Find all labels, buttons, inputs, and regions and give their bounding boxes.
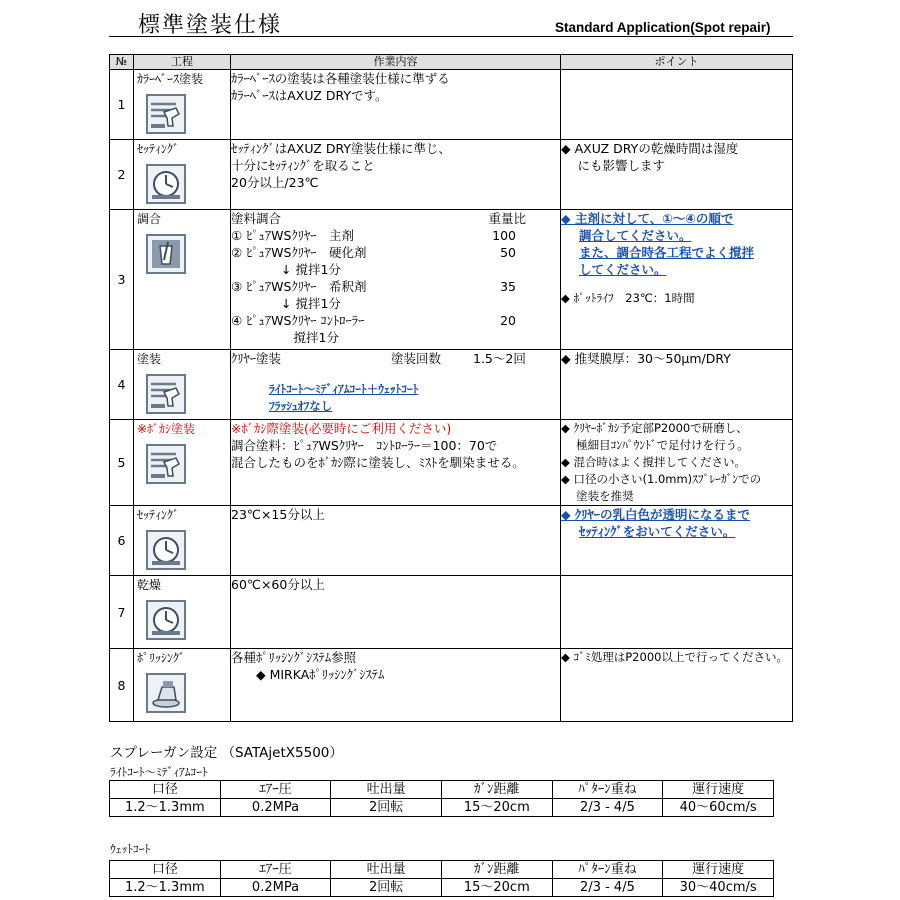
- spray-header-cell: 吐出量: [331, 781, 442, 799]
- spray-value-cell: 40～60cm/s: [663, 799, 774, 817]
- step-number: 5: [110, 420, 134, 506]
- mix-line: [231, 244, 560, 261]
- step-number: 1: [110, 70, 134, 140]
- spray-value-cell: 2/3 - 4/5: [552, 799, 663, 817]
- header-no: №: [110, 55, 134, 70]
- spray-value-cell: 2/3 - 4/5: [552, 879, 663, 897]
- spray-header-cell: 運行速度: [663, 861, 774, 879]
- polisher-icon: [134, 673, 230, 713]
- work-line: 23℃×15分以上: [231, 507, 325, 522]
- mix-line: [231, 312, 560, 329]
- work-cell: [231, 140, 561, 210]
- spray-value-cell: 2回転: [331, 799, 442, 817]
- work-cell: [231, 70, 561, 140]
- mix-line-label: ↓ 撹拌1分: [231, 296, 341, 311]
- spray-gun-icon: [134, 444, 230, 484]
- spray-header-cell: ｶﾞﾝ距離: [441, 861, 552, 879]
- spray-value-cell: 1.2～1.3mm: [110, 799, 221, 817]
- spray-value-cell: 15～20cm: [441, 879, 552, 897]
- spray-value-cell: 1.2～1.3mm: [110, 879, 221, 897]
- spray-value-cell: 30～40cm/s: [663, 879, 774, 897]
- point-highlight-line: してください。: [579, 262, 667, 277]
- point-cell: [561, 210, 793, 350]
- process-cell: [134, 420, 231, 506]
- process-row: [110, 140, 793, 210]
- point-cell: [561, 350, 793, 420]
- point-highlight-line: ◆ ｸﾘﾔｰの乳白色が透明になるまで: [561, 507, 750, 522]
- spray-value-cell: 2回転: [331, 879, 442, 897]
- point-cell: [561, 506, 793, 576]
- process-name: ｾｯﾃｨﾝｸﾞ: [137, 142, 180, 156]
- spray-table-2-label: ｳｪｯﾄｺｰﾄ: [110, 842, 151, 856]
- mix-line-label: 撹拌1分: [231, 330, 339, 345]
- work-line: 各種ﾎﾟﾘｯｼﾝｸﾞｼｽﾃﾑ参照: [231, 650, 357, 665]
- process-row: [110, 420, 793, 506]
- point-line: ◆ ｺﾞﾐ処理はP2000以上で行ってください。: [561, 650, 788, 664]
- spray-header-cell: 運行速度: [663, 781, 774, 799]
- spray-table-1-label: ﾗｲﾄｺｰﾄ～ﾐﾃﾞｨｱﾑｺｰﾄ: [110, 765, 208, 779]
- step-number: 8: [110, 649, 134, 722]
- mix-header-right: 重量比: [488, 211, 526, 226]
- spray-header-cell: ｴｱｰ圧: [220, 781, 331, 799]
- coat-count-line: [231, 350, 560, 367]
- process-cell: [134, 210, 231, 350]
- coat-count-label: 塗装回数: [391, 351, 442, 366]
- process-row: [110, 210, 793, 350]
- step-number: 2: [110, 140, 134, 210]
- spray-header-cell: ﾊﾟﾀｰﾝ重ね: [552, 781, 663, 799]
- spray-table-1: [109, 780, 774, 817]
- point-line: 極細目ｺﾝﾊﾟｳﾝﾄﾞで足付けを行う。: [561, 438, 749, 452]
- mixing-icon: [134, 234, 230, 274]
- mix-line-label: ↓ 撹拌1分: [231, 262, 341, 277]
- process-cell: [134, 350, 231, 420]
- step-number: 6: [110, 506, 134, 576]
- work-line: 20分以上/23℃: [231, 175, 319, 190]
- work-line: ｾｯﾃｨﾝｸﾞはAXUZ DRY塗装仕様に準じ、: [231, 141, 451, 156]
- work-cell: [231, 649, 561, 722]
- process-name: 乾燥: [137, 578, 162, 592]
- work-cell: [231, 420, 561, 506]
- mix-line-label: ③ ﾋﾟｭｱWSｸﾘﾔｰ 希釈剤: [231, 279, 367, 294]
- process-name: ※ﾎﾞｶｼ塗装: [137, 422, 196, 436]
- point-line: にも影響します: [561, 158, 665, 173]
- spray-value-cell: 0.2MPa: [220, 879, 331, 897]
- mix-line-ratio: 35: [500, 279, 516, 294]
- spray-header-cell: ｴｱｰ圧: [220, 861, 331, 879]
- process-table: [109, 54, 793, 722]
- spray-value-cell: 0.2MPa: [220, 799, 331, 817]
- mix-line: [231, 295, 560, 312]
- work-line: 混合したものをﾎﾞｶｼ際に塗装し、ﾐｽﾄを馴染ませる。: [231, 455, 525, 470]
- point-cell: [561, 649, 793, 722]
- process-row: [110, 70, 793, 140]
- point-cell: [561, 420, 793, 506]
- spray-gun-icon: [134, 94, 230, 134]
- process-name: 調合: [137, 212, 162, 226]
- work-cell: [231, 576, 561, 649]
- clock-icon: [134, 600, 230, 640]
- process-row: [110, 649, 793, 722]
- spray-value-cell: 15～20cm: [441, 799, 552, 817]
- process-name: ﾎﾟﾘｯｼﾝｸﾞ: [137, 651, 186, 665]
- mix-line-ratio: 20: [500, 313, 516, 328]
- spray-header-cell: 口径: [110, 781, 221, 799]
- mix-line-ratio: 50: [500, 245, 516, 260]
- process-row: [110, 576, 793, 649]
- step-number: 4: [110, 350, 134, 420]
- work-line: ◆ MIRKAﾎﾟﾘｯｼﾝｸﾞｼｽﾃﾑ: [231, 667, 385, 682]
- point-line: ◆ 口径の小さい(1.0mm)ｽﾌﾟﾚｰｶﾞﾝでの: [561, 472, 762, 486]
- spray-header-cell: ｶﾞﾝ距離: [441, 781, 552, 799]
- spray-settings-title: スプレーガン設定 （SATAjetX5500）: [110, 745, 343, 761]
- mix-line-ratio: 100: [492, 228, 516, 243]
- spray-table-2: [109, 860, 774, 897]
- process-cell: [134, 506, 231, 576]
- point-line: ◆ 混合時はよく撹拌してください。: [561, 455, 746, 469]
- clock-icon: [134, 530, 230, 570]
- process-row: [110, 506, 793, 576]
- clock-icon: [134, 164, 230, 204]
- mix-header: [231, 210, 560, 227]
- mix-line: [231, 227, 560, 244]
- step-number: 7: [110, 576, 134, 649]
- work-cell: [231, 210, 561, 350]
- bokashi-note: ※ﾎﾞｶｼ際塗装(必要時にご利用ください): [231, 421, 452, 436]
- mix-line: [231, 261, 560, 278]
- coat-label: ｸﾘﾔｰ塗装: [231, 351, 282, 366]
- work-line: 十分にｾｯﾃｨﾝｸﾞを取ること: [231, 158, 375, 173]
- spray-header-cell: 吐出量: [331, 861, 442, 879]
- work-line: 調合塗料：ﾋﾟｭｱWSｸﾘﾔｰ ｺﾝﾄﾛｰﾗｰ＝100：70で: [231, 438, 498, 453]
- spray-header-cell: ﾊﾟﾀｰﾝ重ね: [552, 861, 663, 879]
- coat-count-value: 1.5～2回: [473, 351, 526, 366]
- mix-line-label: ② ﾋﾟｭｱWSｸﾘﾔｰ 硬化剤: [231, 245, 367, 260]
- process-cell: [134, 70, 231, 140]
- spray-gun-icon: [134, 374, 230, 414]
- process-name: 塗装: [137, 352, 162, 366]
- spray-header-cell: 口径: [110, 861, 221, 879]
- process-name: ｶﾗｰﾍﾞｰｽ塗装: [137, 72, 204, 86]
- point-line: 塗装を推奨: [561, 489, 634, 503]
- mix-line-label: ④ ﾋﾟｭｱWSｸﾘﾔｰ ｺﾝﾄﾛｰﾗｰ: [231, 313, 365, 328]
- point-cell: [561, 140, 793, 210]
- mix-header-left: 塗料調合: [231, 211, 282, 226]
- header-process: 工程: [134, 55, 231, 70]
- point-highlight-line: ｾｯﾃｨﾝｸﾞをおいてください。: [579, 524, 736, 539]
- header-work: 作業内容: [231, 55, 561, 70]
- page-subtitle: Standard Application(Spot repair): [555, 20, 771, 35]
- mix-line-label: ① ﾋﾟｭｱWSｸﾘﾔｰ 主剤: [231, 228, 354, 243]
- work-cell: [231, 506, 561, 576]
- work-line: 60℃×60分以上: [231, 577, 325, 592]
- point-highlight-line: また、調合時各工程でよく撹拌: [579, 245, 755, 260]
- point-highlight-line: ◆ 主剤に対して、①～④の順で: [561, 211, 734, 226]
- process-cell: [134, 140, 231, 210]
- mix-line: [231, 278, 560, 295]
- point-line: ◆ AXUZ DRYの乾燥時間は湿度: [561, 141, 739, 156]
- coat-method-line: ﾗｲﾄｺｰﾄ～ﾐﾃﾞｨｱﾑｺｰﾄ＋ｳｪｯﾄｺｰﾄ: [269, 382, 419, 396]
- header-point: ポイント: [561, 55, 793, 70]
- page-title: 標準塗装仕様: [138, 13, 283, 38]
- work-line: ｶﾗｰﾍﾞｰｽの塗装は各種塗装仕様に準ずる: [231, 71, 450, 86]
- point-cell: [561, 576, 793, 649]
- process-name: ｾｯﾃｨﾝｸﾞ: [137, 508, 180, 522]
- step-number: 3: [110, 210, 134, 350]
- coat-method-line: ﾌﾗｯｼｭｵﾌなし: [269, 399, 333, 413]
- point-highlight-line: 調合してください。: [579, 228, 692, 243]
- point-line: ◆ ｸﾘﾔｰﾎﾞｶｼ予定部P2000で研磨し、: [561, 421, 748, 435]
- process-cell: [134, 649, 231, 722]
- point-line: ◆ ﾎﾟｯﾄﾗｲﾌ 23℃：1時間: [561, 291, 695, 305]
- mix-line: [231, 329, 560, 346]
- header-underline: [109, 36, 793, 37]
- process-row: [110, 350, 793, 420]
- point-cell: [561, 70, 793, 140]
- point-line: ◆ 推奨膜厚：30～50μm/DRY: [561, 351, 731, 366]
- process-cell: [134, 576, 231, 649]
- work-cell: [231, 350, 561, 420]
- work-line: ｶﾗｰﾍﾞｰｽはAXUZ DRYです。: [231, 88, 388, 103]
